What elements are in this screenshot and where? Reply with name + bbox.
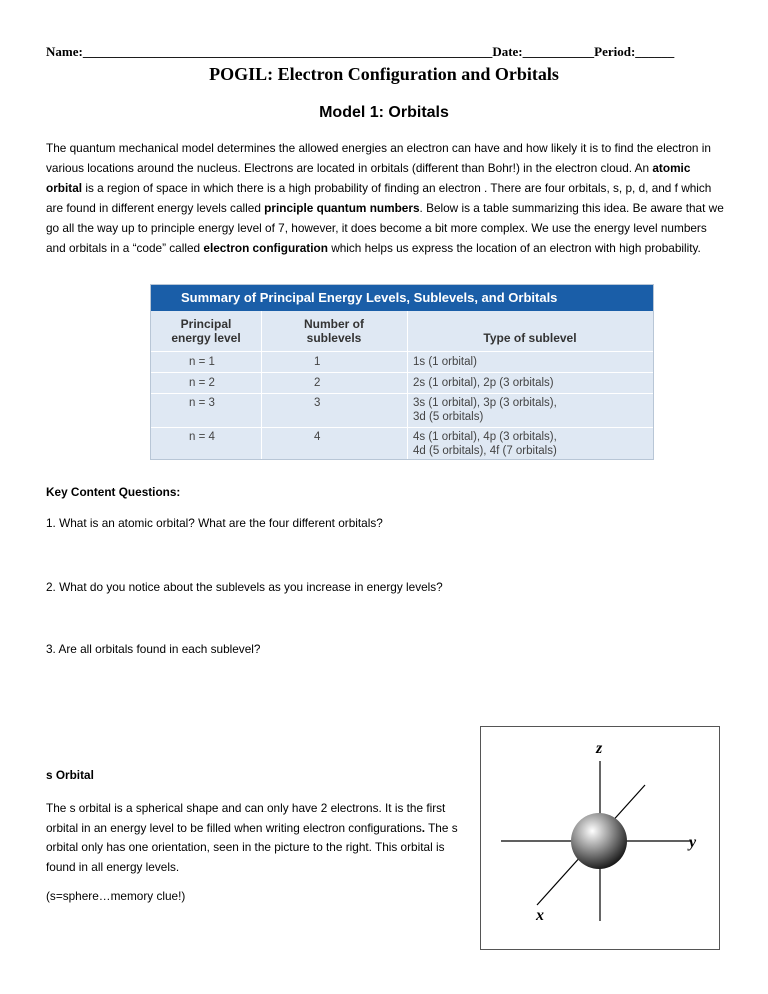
s-orbital-figure — [480, 726, 720, 950]
header-principal-energy-level: Principal energy level — [171, 317, 241, 345]
question-1: 1. What is an atomic orbital? What are the four different orbitals? — [46, 516, 383, 530]
table-title: Summary of Principal Energy Levels, Sublevels, and Orbitals — [151, 285, 653, 311]
question-3: 3. Are all orbitals found in each sublevel? — [46, 642, 261, 656]
s-orbital-diagram — [481, 727, 719, 949]
table-row: n = 2 2 2s (1 orbital), 2p (3 orbitals) — [151, 372, 653, 394]
table-row: n = 3 3 3s (1 orbital), 3p (3 orbitals), 3d (5 orbitals) — [151, 393, 653, 428]
header-type-of-sublevel: Type of sublevel — [483, 331, 577, 345]
term-atomic-orbital: atomic orbital — [46, 161, 691, 195]
term-electron-configuration: electron configuration — [203, 241, 328, 255]
s-orbital-heading: s Orbital — [46, 768, 94, 782]
header-number-of-sublevels: Number of sublevels — [304, 317, 364, 345]
page-title: POGIL: Electron Configuration and Orbitals — [209, 64, 559, 84]
s-orbital-description: The s orbital is a spherical shape and can only have 2 electrons. It is the first orbital in an energy level to be filled when writing electron configurations. The s orbital only has one orientation, seen in the picture to the right. This orbital is found in all energy levels. — [46, 801, 458, 874]
table-row: n = 1 1 1s (1 orbital) — [151, 351, 653, 373]
y-label: y — [689, 834, 697, 851]
z-label: z — [596, 740, 603, 757]
header-line: Name:_______________________________________________________________Date:___________Period:______ — [46, 44, 675, 59]
x-label: x — [536, 907, 544, 924]
term-principle-quantum-numbers: principle quantum numbers — [264, 201, 420, 215]
intro-paragraph: The quantum mechanical model determines the allowed energies an electron can have and how likely it is to find the electron in various locations around the nucleus. Electrons are located in orbitals (different than Bohr!) in the electron cloud. An atomic orbital is a region of space in which there is a high probability of finding an electron . There are four orbitals, s, p, d, and f which are found in different energy levels called principle quantum numbers. Below is a table summarizing this idea. Be aware that we go all the way up to principle energy level of 7, however, it does become a bit more complex. We use the energy level numbers and orbitals in a “code” called electron configuration which helps us express the location of an electron with high probability. — [46, 141, 724, 255]
table-row: n = 4 4 4s (1 orbital), 4p (3 orbitals), 4d (5 orbitals), 4f (7 orbitals) — [151, 427, 653, 460]
key-questions-heading: Key Content Questions: — [46, 485, 181, 499]
memory-clue: (s=sphere…memory clue!) — [46, 889, 186, 903]
question-2: 2. What do you notice about the sublevels as you increase in energy levels? — [46, 580, 443, 594]
summary-table — [150, 284, 654, 460]
model-heading: Model 1: Orbitals — [319, 104, 449, 121]
sphere-icon — [571, 813, 627, 869]
